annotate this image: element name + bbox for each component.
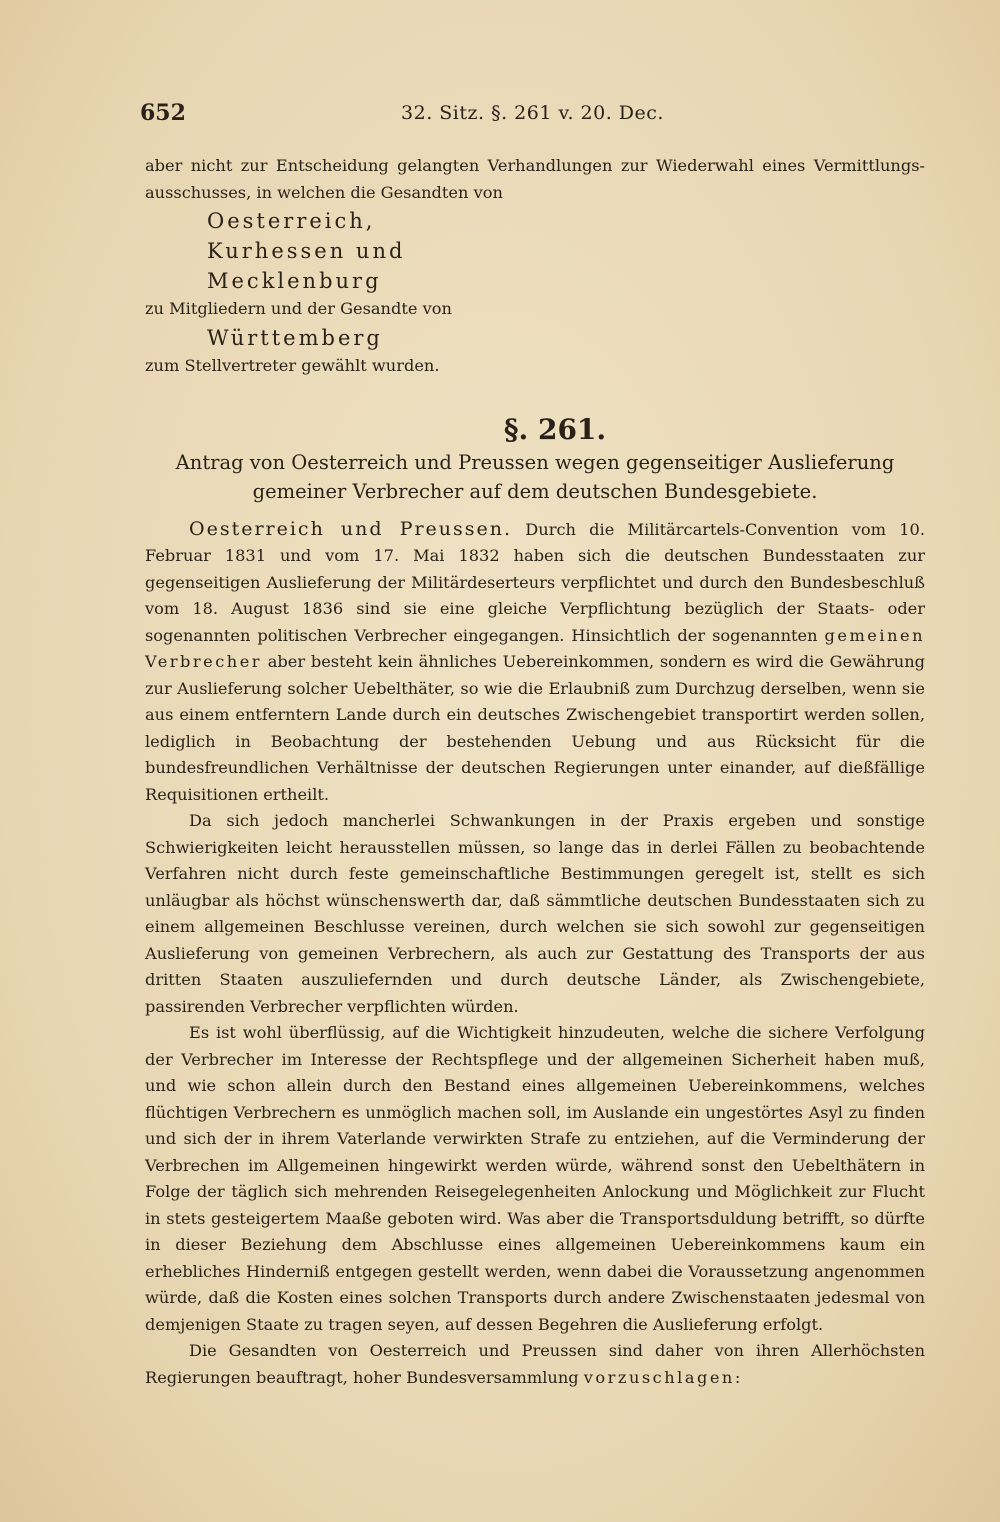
intro-text-1: aber nicht zur Entscheidung gelangten Verhandlungen zur Wiederwahl eines Vermittlungs-ausschusses, in welchen die Gesandten von bbox=[145, 156, 925, 202]
page-body bbox=[145, 153, 925, 1391]
paragraph-1-text-b: aber besteht kein ähnliches Uebereinkommen, sondern es wird die Gewährung zur Auslieferung solcher Uebelthäter, so wie die Erlaubniß zum Durchzug derselben, wenn sie aus einem entferntern Lande durch ein deutsches Zwischengebiet transportirt werden sollen, lediglich in Beobachtung der bestehenden Uebung und aus Rücksicht für die bundesfreundlichen Verhältnisse der deutschen Regierungen unter einander, auf dießfällige Requisitionen ertheilt. bbox=[145, 652, 925, 804]
paragraph-1-emphasis: gemeinen Verbrecher bbox=[145, 625, 925, 671]
paragraph-1-text-a: Durch die Militärcartels-Convention vom 10. Februar 1831 und vom 17. Mai 1832 haben sich die deutschen Bundesstaaten zur gegenseitigen Auslieferung der Militärdeserteurs verpflichtet und durch den Bundesbeschluß vom 18. August 1836 sind sie eine gleiche Verpflichtung bezüglich der Staats- oder sogenannten politischen Verbrecher eingegangen. Hinsichtlich der sogenannten bbox=[145, 519, 925, 645]
paragraph-1-lead: Oesterreich und Preussen. bbox=[189, 517, 513, 540]
section-number: §. 261. bbox=[503, 413, 607, 446]
paragraph-4-text: Die Gesandten von Oesterreich und Preussen sind daher von ihren Allerhöchsten Regierungen beauftragt, hoher Bundesversammlung bbox=[145, 1341, 925, 1387]
state-name-kurhessen: Kurhessen und bbox=[207, 239, 406, 263]
intro-text-2: zu Mitgliedern und der Gesandte von bbox=[145, 299, 452, 318]
intro-text-3: zum Stellvertreter gewählt wurden. bbox=[145, 355, 440, 375]
paragraph-1 bbox=[145, 516, 925, 809]
paragraph-2: Da sich jedoch mancherlei Schwankungen in der Praxis ergeben und sonstige Schwierigkeiten leicht herausstellen müssen, so lange das in derlei Fällen zu beobachtende Verfahren nicht durch feste gemeinschaftliche Bestimmungen geregelt ist, stellt es sich unläugbar als höchst wünschenswerth dar, daß sämmtliche deutschen Bundesstaaten sich zu einem allgemeinen Beschlusse vereinen, durch welchen sie sich sowohl zur gegenseitigen Auslieferung von gemeinen Verbrechern, als auch zur Gestattung des Transports der aus dritten Staaten auszuliefernden und durch deutsche Länder, als Zwischengebiete, passirenden Verbrecher verpflichten würden. bbox=[145, 811, 925, 1016]
page-header bbox=[140, 100, 925, 136]
paragraph-4-emphasis: vorzuschlagen: bbox=[583, 1367, 743, 1387]
page-number: 652 bbox=[140, 100, 186, 126]
running-head: 32. Sitz. §. 261 v. 20. Dec. bbox=[401, 102, 664, 124]
paragraph-4 bbox=[145, 1338, 925, 1391]
state-name-oesterreich: Oesterreich, bbox=[207, 209, 376, 233]
state-name-wuerttemberg: Württemberg bbox=[207, 325, 383, 350]
state-name-mecklenburg: Mecklenburg bbox=[207, 269, 382, 293]
section-title: Antrag von Oesterreich und Preussen wegen gegenseitiger Auslieferung gemeiner Verbrecher auf dem deutschen Bundesgebiete. bbox=[175, 450, 895, 503]
paragraph-3: Es ist wohl überflüssig, auf die Wichtigkeit hinzudeuten, welche die sichere Verfolgung der Verbrecher im Interesse der Rechtspflege und der allgemeinen Sicherheit haben muß, und wie schon allein durch den Bestand eines allgemeinen Uebereinkommens, welches flüchtigen Verbrechern es unmöglich machen soll, im Auslande ein ungestörtes Asyl zu finden und sich der in ihrem Vaterlande verwirkten Strafe zu entziehen, auf die Verminderung der Verbrechen im Allgemeinen hingewirkt werden würde, während sonst den Uebelthätern in Folge der täglich sich mehrenden Reisegelegenheiten Anlockung und Möglichkeit zur Flucht in stets gesteigertem Maaße geboten wird. Was aber die Transportsduldung betrifft, so dürfte in dieser Beziehung dem Abschlusse eines allgemeinen Uebereinkommens kaum ein erhebliches Hinderniß entgegen gestellt werden, wenn dabei die Voraussetzung angenommen würde, daß die Kosten eines solchen Transports durch andere Zwischenstaaten jedesmal von demjenigen Staate zu tragen seyen, auf dessen Begehren die Auslieferung erfolgt. bbox=[145, 1023, 925, 1334]
